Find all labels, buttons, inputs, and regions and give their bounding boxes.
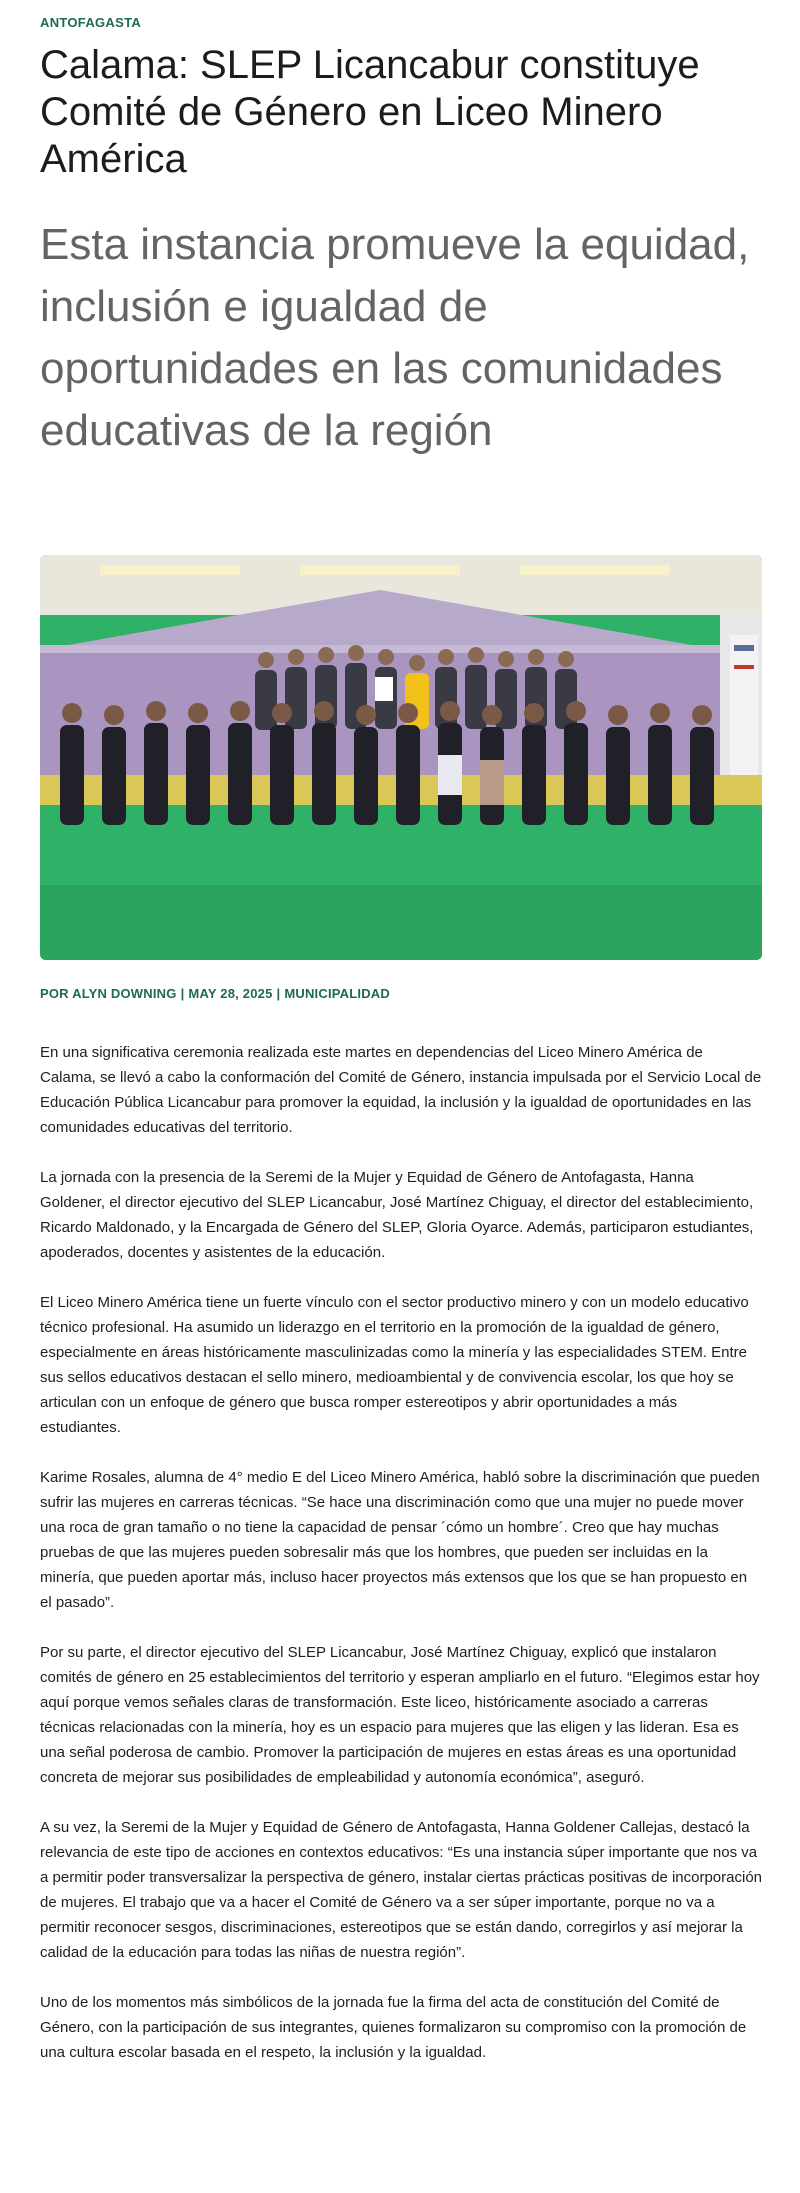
body-paragraph: A su vez, la Seremi de la Mujer y Equidad de Género de Antofagasta, Hanna Goldener Callejas, destacó la relevancia de este tipo de acciones en contextos educativos: “Es una instancia súper importante que nos va a permitir poder transversalizar la perspectiva de género, instalar ciertas prácticas positivas de incorporación de mujeres. El trabajo que va a hacer el Comité de Género va a ser súper importante, porque no va a permitir reconocer sesgos, discriminaciones, estereotipos que se están dando, corregirlos y así mejorar la calidad de la educación para todas las niñas de nuestra región”. [40, 1819, 763, 1961]
body-paragraph: En una significativa ceremonia realizada este martes en dependencias del Liceo Minero América de Calama, se llevó a cabo la conformación del Comité de Género, instancia impulsada por el Servicio Local de Educación Pública Licancabur para promover la equidad, la inclusión y la igualdad de oportunidades en las comunidades educativas del territorio. [40, 1044, 762, 1136]
byline-category-link[interactable]: MUNICIPALIDAD [284, 986, 390, 1001]
article-title: Calama: SLEP Licancabur constituye Comité de Género en Liceo Minero América [40, 43, 700, 181]
byline-separator: | [180, 986, 185, 1001]
section-category-link[interactable]: ANTOFAGASTA [40, 15, 142, 30]
byline-author[interactable]: POR ALYN DOWNING [40, 986, 177, 1001]
article-photo [40, 555, 762, 960]
article-body [40, 1040, 762, 2090]
group-photo-image [40, 555, 762, 960]
body-paragraph: La jornada con la presencia de la Seremi de la Mujer y Equidad de Género de Antofagasta, Hanna Goldener, el director ejecutivo del SLEP Licancabur, José Martínez Chiguay, el director del establecimiento, Ricardo Maldonado, y la Encargada de Género del SLEP, Gloria Oyarce. Además, participaron estudiantes, apoderados, docentes y asistentes de la educación. [40, 1169, 754, 1261]
body-paragraph: Por su parte, el director ejecutivo del SLEP Licancabur, José Martínez Chiguay, explicó que instalaron comités de género en 25 establecimientos del territorio y esperan ampliarlo en el futuro. “Elegimos estar hoy aquí porque vemos señales claras de transformación. Este liceo, históricamente asociado a carreras técnicas relacionadas con la minería, hoy es un espacio para mujeres que las eligen y las lideran. Esa es una señal poderosa de cambio. Promover la participación de mujeres en estas áreas es una oportunidad concreta de mejorar sus posibilidades de empleabilidad y autonomía económica”, aseguró. [40, 1644, 760, 1786]
byline-date: MAY 28, 2025 [188, 986, 273, 1001]
body-paragraph: Uno de los momentos más simbólicos de la jornada fue la firma del acta de constitución del Comité de Género, con la participación de sus integrantes, quienes formalizaron su compromiso con la promoción de una cultura escolar basada en el respeto, la inclusión y la igualdad. [40, 1994, 747, 2061]
body-paragraph: Karime Rosales, alumna de 4° medio E del Liceo Minero América, habló sobre la discriminación que pueden sufrir las mujeres en carreras técnicas. “Se hace una discriminación como que una mujer no puede mover una roca de gran tamaño o no tiene la capacidad de pensar ´cómo un hombre´. Creo que hay muchas pruebas de que las mujeres pueden sobresalir más que los hombres, que pueden ser incluidas en la minería, que pueden aportar más, incluso hacer proyectos más extensos que los que se han propuesto en el pasado”. [40, 1469, 760, 1611]
article-byline [40, 986, 390, 1001]
body-paragraph: El Liceo Minero América tiene un fuerte vínculo con el sector productivo minero y con un modelo educativo técnico profesional. Ha asumido un liderazgo en el territorio en la promoción de la igualdad de género, especialmente en áreas históricamente masculinizadas como la minería y las especialidades STEM. Entre sus sellos educativos destacan el sello minero, medioambiental y de convivencia escolar, los que hoy se articulan con un enfoque de género que busca romper estereotipos y abrir oportunidades a más estudiantes. [40, 1294, 749, 1436]
article-subtitle: Esta instancia promueve la equidad, inclusión e igualdad de oportunidades en las comunidades educativas de la región [40, 220, 750, 455]
byline-separator: | [276, 986, 281, 1001]
